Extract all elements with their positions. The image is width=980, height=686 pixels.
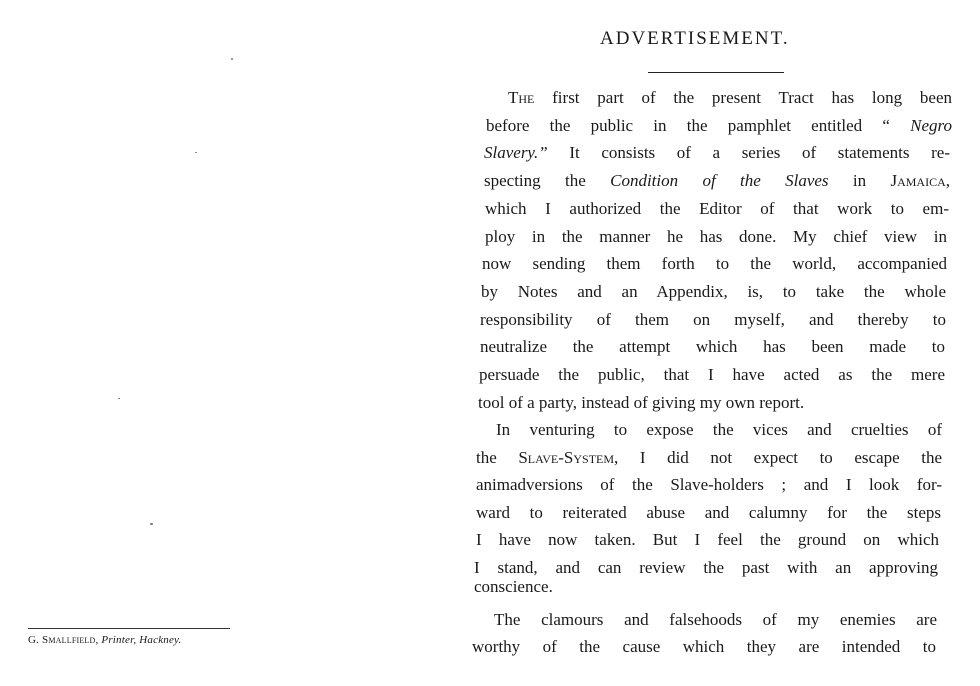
text-line: ploy in the manner he has done. My chief view in — [485, 227, 947, 246]
title-rule — [648, 72, 784, 73]
printer-imprint — [28, 634, 181, 646]
text-line: The clamours and falsehoods of my enemies are — [494, 610, 937, 629]
text-line: worthy of the cause which they are intended to — [472, 637, 936, 656]
text-line: I have now taken. But I feel the ground on which — [476, 530, 939, 549]
text-line: now sending them forth to the world, accompanied — [482, 254, 947, 273]
left-page — [0, 0, 455, 686]
text-line: Slavery.” It consists of a series of statements re- — [484, 143, 950, 162]
imprint-rule — [28, 628, 230, 629]
text-line: the Slave-System, I did not expect to escape the — [476, 448, 942, 467]
text-line: tool of a party, instead of giving my own report. — [478, 393, 805, 412]
text-line: I stand, and can review the past with an approving — [474, 558, 938, 577]
paper-speck — [231, 58, 233, 60]
page-title: ADVERTISEMENT. — [600, 28, 790, 49]
text-line: specting the Condition of the Slaves in Jamaica, — [484, 171, 951, 190]
paper-speck — [118, 398, 120, 399]
paper-speck — [195, 152, 197, 153]
text-line: animadversions of the Slave-holders ; and I look for- — [476, 475, 942, 494]
printer-detail: Printer, Hackney. — [101, 634, 182, 646]
right-page — [462, 0, 980, 686]
text-line: The first part of the present Tract has long been — [508, 88, 952, 107]
printer-name: G. Smallfield, — [28, 634, 99, 646]
text-line: responsibility of them on myself, and thereby to — [480, 310, 946, 329]
text-line: which I authorized the Editor of that work to em- — [485, 199, 949, 218]
text-line: persuade the public, that I have acted as the mere — [479, 365, 945, 384]
text-line: neutralize the attempt which has been made to — [480, 337, 945, 356]
text-line: before the public in the pamphlet entitled “ Negro — [486, 116, 952, 135]
text-line: by Notes and an Appendix, is, to take the whole — [481, 282, 946, 301]
text-line: In venturing to expose the vices and cruelties of — [496, 420, 942, 439]
text-line: ward to reiterated abuse and calumny for the steps — [476, 503, 941, 522]
text-line: conscience. — [474, 577, 553, 596]
paper-speck — [150, 523, 153, 525]
